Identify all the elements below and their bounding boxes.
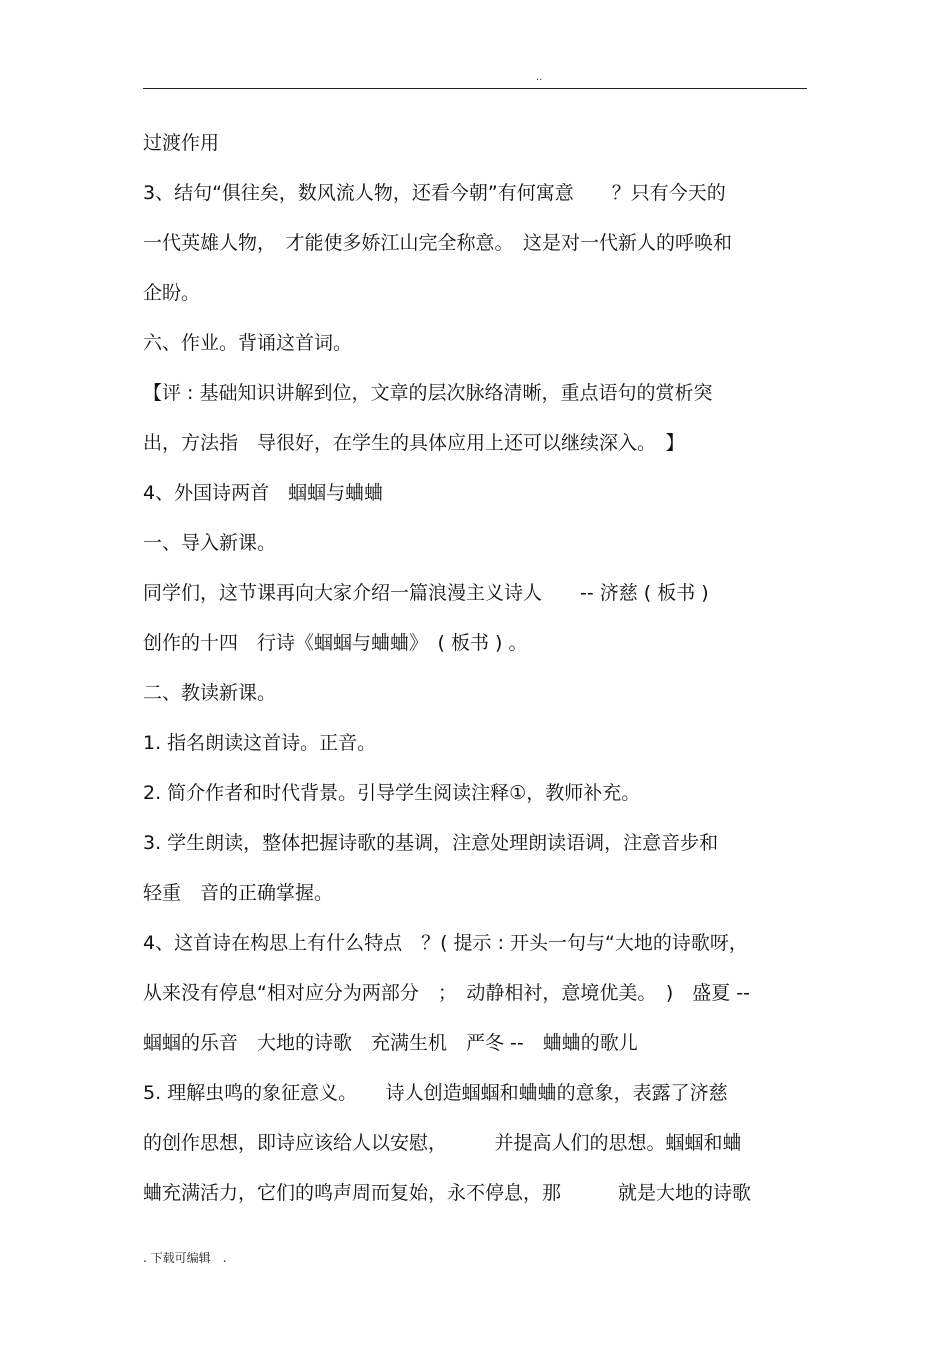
text-line: 【评 : 基础知识讲解到位，文章的层次脉络清晰，重点语句的赏析突 — [143, 382, 713, 404]
text-line: 的创作思想，即诗应该给人以安慰， 并提高人们的思想。蝈蝈和蛐 — [143, 1132, 742, 1154]
text-line: 5. 理解虫鸣的象征意义。 诗人创造蝈蝈和蛐蛐的意象，表露了济慈 — [143, 1082, 728, 1104]
document-body — [143, 118, 807, 1218]
text-line: 二、教读新课。 — [143, 682, 277, 704]
text-line: 一、导入新课。 — [143, 532, 277, 554]
text-line: 六、作业。背诵这首词。 — [143, 332, 353, 354]
text-line: 一代英雄人物， 才能使多娇江山完全称意。 这是对一代新人的呼唤和 — [143, 232, 733, 254]
text-line: 蝈蝈的乐音 大地的诗歌 充满生机 严冬 -- 蛐蛐的歌儿 — [143, 1032, 638, 1054]
text-line: 创作的十四 行诗《蝈蝈与蛐蛐》 ( 板书 ) 。 — [143, 632, 528, 654]
header-rule — [143, 88, 807, 89]
text-line: 3. 学生朗读，整体把握诗歌的基调，注意处理朗读语调，注意音步和 — [143, 832, 719, 854]
text-line: 3、结句“俱往矣，数风流人物，还看今朝”有何寓意 ？只有今天的 — [143, 182, 726, 204]
page-footer: . 下载可编辑 . — [143, 1251, 227, 1265]
text-line: 蛐充满活力，它们的鸣声周而复始，永不停息，那 就是大地的诗歌 — [143, 1182, 752, 1204]
text-line: 2. 简介作者和时代背景。引导学生阅读注释①，教师补充。 — [143, 782, 641, 804]
text-line: 出，方法指 导很好，在学生的具体应用上还可以继续深入。 】 — [143, 432, 685, 454]
text-line: 4、这首诗在构思上有什么特点 ？( 提示 : 开头一句与“大地的诗歌呀， — [143, 932, 748, 954]
text-line: 4、外国诗两首 蝈蝈与蛐蛐 — [143, 482, 384, 504]
text-line: 从来没有停息“相对应分为两部分 ； 动静相衬，意境优美。 ) 盛夏 -- — [143, 982, 751, 1004]
text-line: 1. 指名朗读这首诗。正音。 — [143, 732, 377, 754]
text-line: 同学们，这节课再向大家介绍一篇浪漫主义诗人 -- 济慈 ( 板书 ) — [143, 582, 709, 604]
text-line: 轻重 音的正确掌握。 — [143, 882, 334, 904]
header-mark: .. — [536, 72, 543, 83]
text-line: 过渡作用 — [143, 132, 220, 154]
text-line: 企盼。 — [143, 282, 201, 304]
